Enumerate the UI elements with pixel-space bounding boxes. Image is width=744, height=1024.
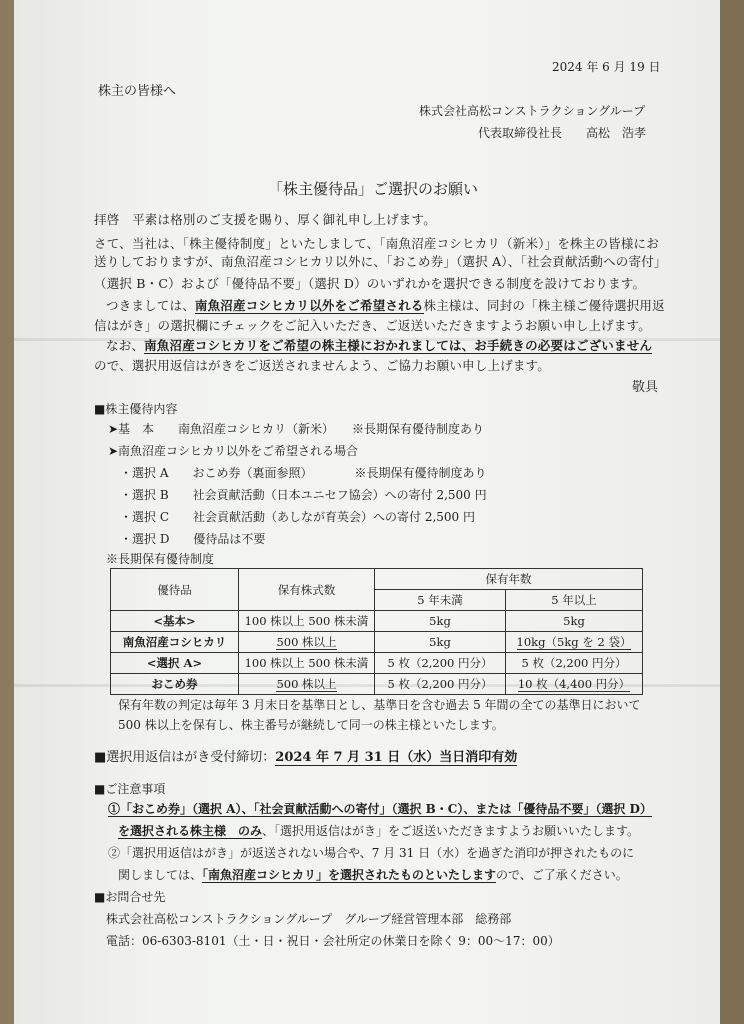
addressee: 株主の皆様へ [98,84,177,99]
table-cell [239,632,375,653]
benefit-basic: ➤基 本 南魚沼産コシヒカリ（新米） ※長期保有優待制度あり [108,422,485,436]
note-2: ②「選択用返信はがき」が返送されない場合や、7 月 31 日（水）を過ぎた消印が押されたものに [108,846,635,860]
note-1-cont [118,822,639,839]
long-term-note: ※長期保有優待制度 [106,552,215,566]
table-note: 500 株以上を保有し、株主番号が継続して同一の株主様といたします。 [118,718,504,732]
note-1 [108,800,652,817]
table-row [111,632,643,653]
benefit-option-b: ・選択 B 社会貢献活動（日本ユニセフ協会）への寄付 2,500 円 [120,488,487,502]
table-cell-text: 500 株以上 [276,635,337,649]
body-line: ので、選択用返信はがきをご返送されませんよう、ご協力お願い申し上げます。 [94,358,550,373]
background-right [722,0,744,1024]
table-cell [506,674,643,695]
background-left [0,0,14,1024]
benefit-option-a: ・選択 A おこめ券（裏面参照） ※長期保有優待制度あり [120,466,487,480]
note-text: ので、ご了承ください。 [496,868,628,882]
page-title: 「株主優待品」ご選択のお願い [268,180,479,198]
table-header: 優待品 [111,569,239,611]
table-note: 保有年数の判定は毎年 3 月末日を基準日とし、基準日を含む過去 5 年間の全ての基準日において [118,698,641,712]
contact-heading: ■お問合せ先 [94,890,166,904]
benefit-other: ➤南魚沼産コシヒカリ以外をご希望される場合 [108,444,359,458]
note-emphasis: 「南魚沼産コシヒカリ」を選択されたものといたします [202,868,497,882]
table-cell: <選択 A> [111,653,239,674]
company-name: 株式会社高松コンストラクショングループ [419,104,646,118]
table-cell-text: 10kg（5kg を 2 袋） [516,635,632,649]
body-line [106,336,652,354]
table-cell [506,632,643,653]
body-line: 送りしておりますが、南魚沼産コシヒカリ以外に、「おこめ券」（選択 A）、「社会貢献活動への寄付」 [94,254,667,269]
table-cell: 5kg [375,632,506,653]
table-cell: <基本> [111,611,239,632]
table-header: 5 年以上 [506,590,643,611]
table-cell: 100 株以上 500 株未満 [239,611,375,632]
letter-page [14,0,720,1024]
contact-phone: 電話：06-6303-8101（土・日・祝日・会社所定の休業日を除く 9：00～17：00） [106,934,560,948]
body-line: （選択 B・C）および「優待品不要」（選択 D）のいずれかを選択できる制度を設けております。 [94,276,646,291]
body-emphasis: 南魚沼産コシヒカリ以外をご希望される [194,298,424,313]
contact-company: 株式会社高松コンストラクショングループ グループ経営管理本部 総務部 [106,912,512,926]
table-cell: 5 枚（2,200 円分） [375,674,506,695]
table-cell-text: 500 株以上 [276,677,337,691]
table-cell: 5 枚（2,200 円分） [375,653,506,674]
body-text: なお、 [106,338,145,353]
note-emphasis: ①「おこめ券」（選択 A）、「社会貢献活動への寄付」（選択 B・C）、または「優待品不要」（選択 D） [108,802,652,816]
note-emphasis: を選択される株主様 のみ [118,824,263,838]
body-emphasis: 南魚沼産コシヒカリをご希望の株主様におかれましては、お手続きの必要はございません [144,338,653,353]
letter-date: 2024 年 6 月 19 日 [552,60,661,74]
body-line: 信はがき」の選択欄にチェックをご記入いただき、ご返送いただきますようお願い申し上げます。 [94,318,651,333]
table-cell: 5kg [375,611,506,632]
benefit-option-c: ・選択 C 社会貢献活動（あしなが育英会）への寄付 2,500 円 [120,510,475,524]
body-text: つきましては、 [106,298,195,313]
table-cell: 5kg [506,611,643,632]
notes-heading: ■ご注意事項 [94,782,166,796]
table-cell [239,674,375,695]
table-cell: 100 株以上 500 株未満 [239,653,375,674]
deadline-label: ■選択用返信はがき受付締切： [94,750,276,765]
benefits-heading: ■株主優待内容 [94,402,178,416]
table-row [111,674,643,695]
table-header: 保有年数 [375,569,643,590]
table-header: 保有株式数 [239,569,375,611]
note-2-cont [118,866,628,883]
table-row [111,611,643,632]
benefit-table [110,568,643,695]
table-cell: おこめ券 [111,674,239,695]
body-line [106,296,665,314]
table-header: 5 年未満 [375,590,506,611]
deadline-value: 2024 年 7 月 31 日（水）当日消印有効 [275,750,518,765]
body-text: 株主様は、同封の「株主様ご優待選択用返 [423,298,665,313]
table-row [111,653,643,674]
table-cell: 南魚沼産コシヒカリ [111,632,239,653]
note-text: 関しましては、 [118,868,203,882]
table-row [111,569,643,590]
signatory: 代表取締役社長 高松 浩孝 [478,126,647,140]
table-cell: 5 枚（2,200 円分） [506,653,643,674]
body-line: 拝啓 平素は格別のご支援を賜り、厚く御礼申し上げます。 [94,212,436,227]
body-line: さて、当社は、「株主優待制度」といたしまして、「南魚沼産コシヒカリ（新米）」を株主の皆様にお [94,236,659,251]
benefit-option-d: ・選択 D 優待品は不要 [120,532,266,546]
table-cell-text: 10 枚（4,400 円分） [517,677,631,691]
closing: 敬具 [632,380,659,395]
note-text: 、「選択用返信はがき」をご返送いただきますようお願いいたします。 [262,824,640,838]
deadline [94,746,517,765]
